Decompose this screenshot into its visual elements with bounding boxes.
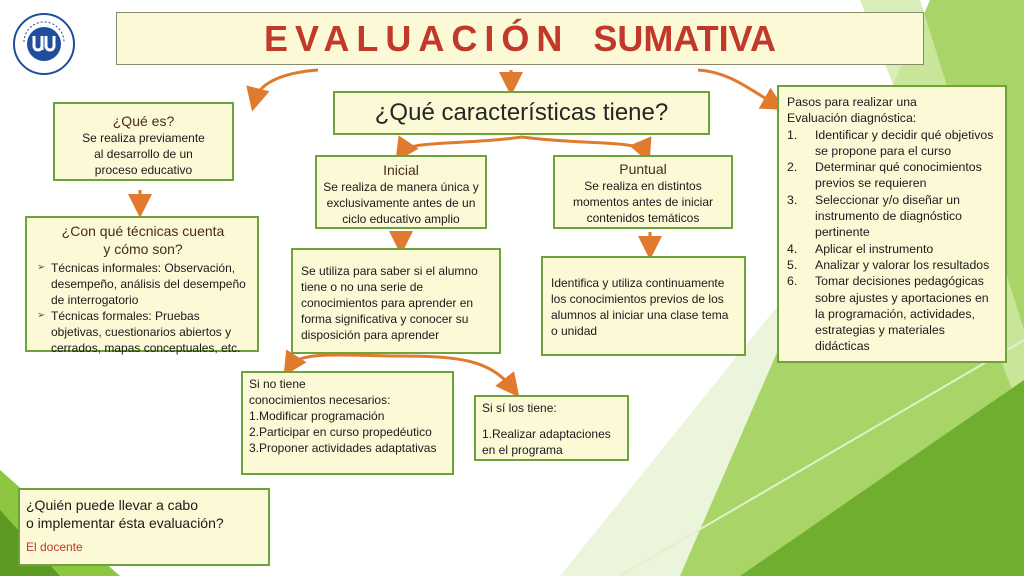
- utiliza-body: Se utiliza para saber si el alumno tiene o no una serie de conocimientos para aprender en forma significativa y conocer su disposición para aprender: [301, 264, 478, 342]
- arrow-bullet-icon: ➢: [37, 310, 46, 321]
- que-es-heading: ¿Qué es?: [112, 113, 175, 129]
- identifica-body: Identifica y utiliza continuamente los conocimientos previos de los alumnos al iniciar una clase tema o unidad: [551, 276, 729, 338]
- quien-answer: El docente: [26, 540, 83, 554]
- list-item: 5. Analizar y valorar los resultados: [787, 257, 990, 272]
- title-spaced: EVALUACIÓN: [264, 18, 570, 59]
- inicial-body: Se realiza de manera única y exclusivamente antes de un ciclo educativo amplio: [323, 180, 479, 226]
- tecnicas-box: [25, 216, 259, 355]
- title-normal: SUMATIVA: [593, 18, 776, 59]
- utiliza-box: [291, 248, 501, 354]
- tecnicas-heading-1: ¿Con qué técnicas cuenta: [61, 223, 225, 239]
- quien-box: [18, 488, 270, 566]
- quien-question-1: ¿Quién puede llevar a cabo: [26, 497, 198, 513]
- list-item: 3.Proponer actividades adaptativas: [249, 441, 437, 455]
- list-item: 3. Seleccionar y/o diseñar un instrumento de diagnóstico pertinente: [787, 192, 962, 240]
- tecnicas-heading-2: y cómo son?: [103, 241, 183, 257]
- no-tiene-box: [241, 371, 454, 475]
- pasos-list: [787, 127, 999, 355]
- si-tiene-box: [474, 395, 629, 461]
- no-tiene-heading-1: Si no tiene: [249, 377, 306, 391]
- list-item: ➢ Técnicas formales: Pruebas objetivas, cuestionarios abiertos y cerrados, mapas conceptuales, etc.: [37, 309, 241, 355]
- pasos-box: [777, 85, 1007, 363]
- list-item: 1.Modificar programación: [249, 409, 385, 423]
- puntual-heading: Puntual: [619, 161, 667, 177]
- arrow-bullet-icon: ➢: [37, 262, 46, 273]
- list-item: 2. Determinar qué conocimientos previos se requieren: [787, 160, 982, 191]
- si-tiene-heading: Si sí los tiene:: [482, 401, 557, 415]
- si-tiene-body: 1.Realizar adaptaciones en el programa: [482, 427, 611, 457]
- puntual-body: Se realiza en distintos momentos antes de iniciar contenidos temáticos: [572, 179, 714, 225]
- puntual-box: [553, 155, 733, 229]
- main-question: ¿Qué características tiene?: [333, 91, 710, 135]
- list-item: 1. Identificar y decidir qué objetivos se propone para el curso: [787, 127, 994, 158]
- quien-question-2: o implementar ésta evaluación?: [26, 515, 224, 531]
- inicial-box: [315, 155, 487, 229]
- tecnicas-list: [37, 260, 249, 356]
- pasos-heading-2: Evaluación diagnóstica:: [787, 111, 917, 126]
- que-es-body: Se realiza previamente al desarrollo de un proceso educativo: [82, 131, 205, 177]
- list-item: ➢ Técnicas informales: Observación, desempeño, análisis del desempeño de interrogatorio: [37, 261, 246, 307]
- pasos-heading-1: Pasos para realizar una: [787, 95, 917, 109]
- no-tiene-heading-2: conocimientos necesarios:: [249, 393, 391, 407]
- list-item: 2.Participar en curso propedéutico: [249, 425, 432, 439]
- inicial-heading: Inicial: [383, 162, 419, 178]
- identifica-box: [541, 256, 746, 356]
- list-item: 4. Aplicar el instrumento: [787, 241, 934, 256]
- que-es-box: [53, 102, 234, 181]
- list-item: 6. Tomar decisiones pedagógicas sobre ajustes y aportaciones en la programación, actividades, estrategias y materiales didácticas: [787, 274, 989, 354]
